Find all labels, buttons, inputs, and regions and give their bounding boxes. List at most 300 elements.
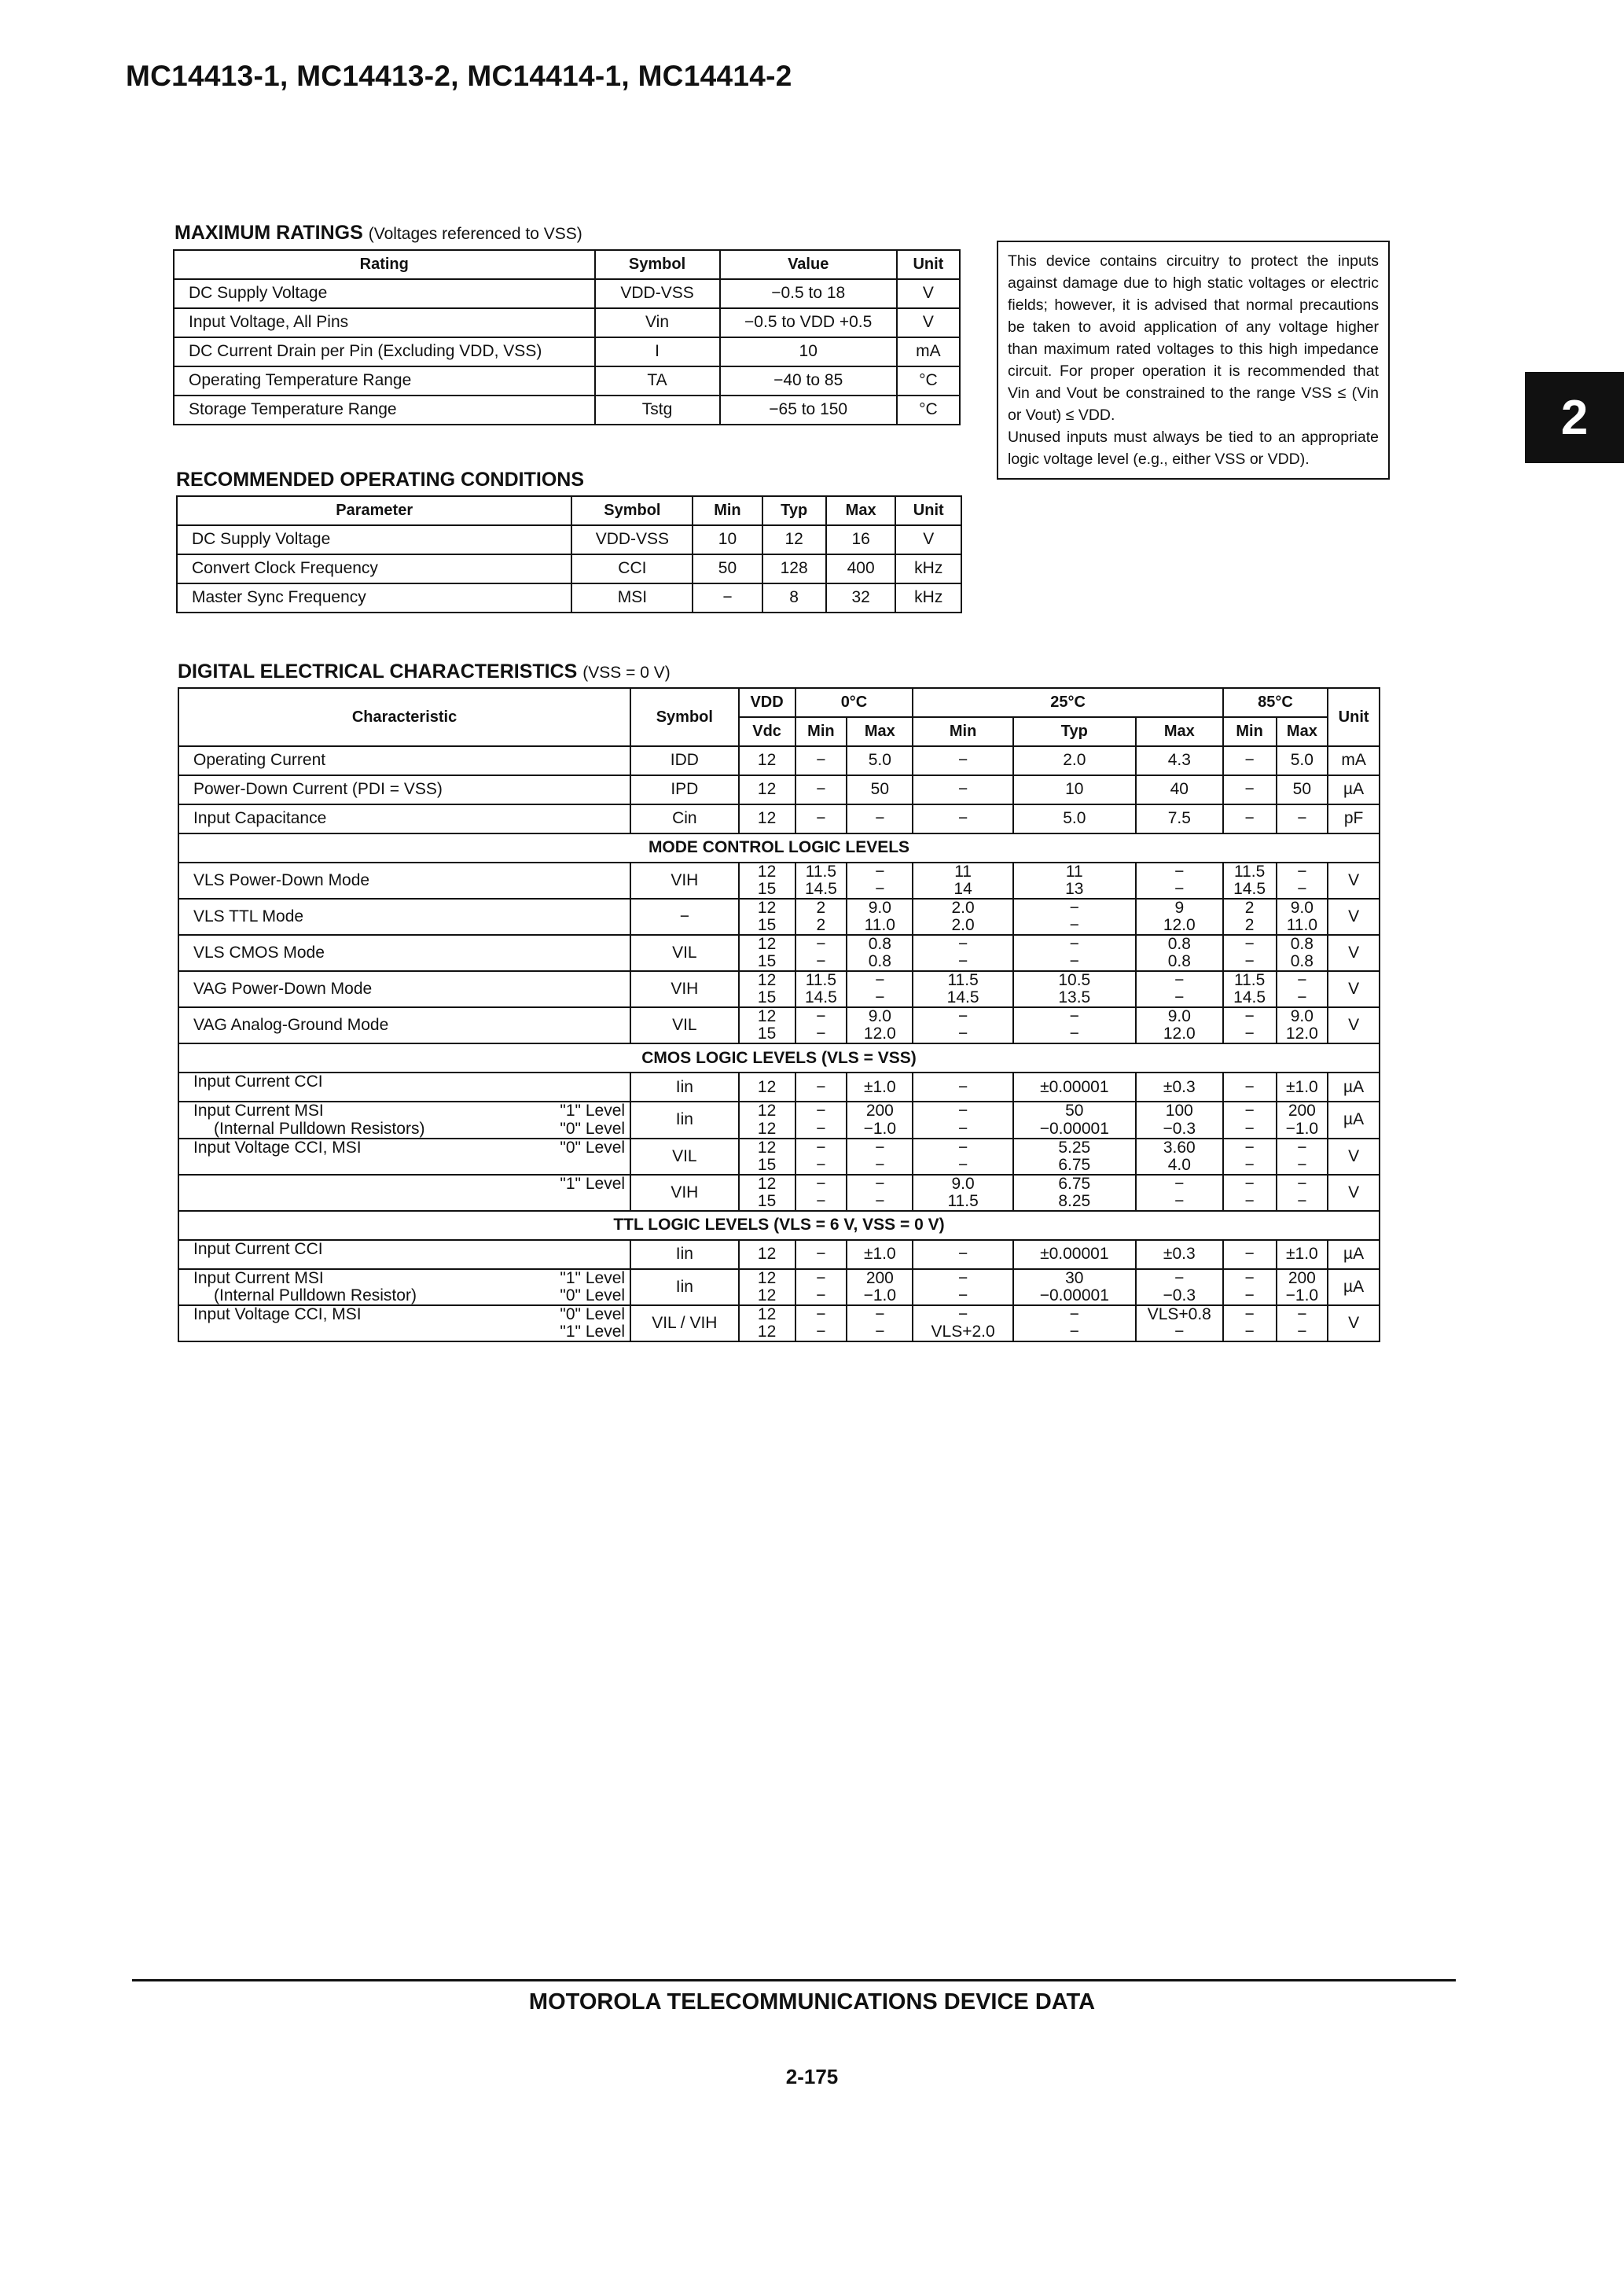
unit-cell: V bbox=[1328, 971, 1380, 1007]
digital-value: 11.5 bbox=[947, 971, 979, 990]
digital-cell bbox=[913, 1073, 1012, 1102]
digital-cell bbox=[795, 1240, 847, 1269]
max-ratings-cell: Storage Temperature Range bbox=[174, 396, 595, 425]
digital-cell bbox=[739, 1073, 795, 1102]
digital-cell bbox=[913, 899, 1012, 935]
digital-value: − bbox=[1297, 863, 1307, 881]
digital-cell bbox=[1136, 1073, 1223, 1102]
characteristic-second-line bbox=[193, 1287, 625, 1304]
digital-value: 15 bbox=[757, 916, 777, 935]
digital-value: 0.8 bbox=[1290, 935, 1314, 954]
characteristic-second-line bbox=[193, 1323, 625, 1341]
digital-cell: 4.3 bbox=[1136, 746, 1223, 775]
digital-cell bbox=[795, 1102, 847, 1138]
col-0c-min: Min bbox=[795, 717, 847, 746]
digital-cell bbox=[913, 1305, 1012, 1341]
digital-value: 11.5 bbox=[805, 863, 837, 881]
digital-value: −1.0 bbox=[1285, 1119, 1319, 1138]
digital-value: −0.3 bbox=[1163, 1286, 1196, 1304]
recommended-cell: 400 bbox=[826, 554, 896, 583]
max-ratings-cell: °C bbox=[897, 366, 960, 396]
max-ratings-cell: I bbox=[595, 337, 720, 366]
digital-value: − bbox=[816, 1245, 826, 1264]
digital-cell bbox=[1136, 863, 1223, 899]
max-ratings-header-cell: Rating bbox=[174, 250, 595, 279]
characteristic-name: Input Current CCI bbox=[193, 1239, 323, 1258]
digital-value: − bbox=[1069, 952, 1079, 971]
digital-value: − bbox=[816, 1155, 826, 1174]
digital-value: − bbox=[1069, 1304, 1079, 1323]
digital-value: 50 bbox=[1065, 1102, 1084, 1120]
digital-cell bbox=[795, 1175, 847, 1211]
digital-cell bbox=[1223, 1305, 1277, 1341]
col-85c-max: Max bbox=[1277, 717, 1328, 746]
digital-cell bbox=[1223, 1269, 1277, 1305]
digital-value: − bbox=[1244, 952, 1255, 971]
digital-value: ±0.3 bbox=[1163, 1245, 1196, 1264]
symbol-cell: − bbox=[630, 899, 739, 935]
digital-cell bbox=[739, 971, 795, 1007]
digital-value: 12.0 bbox=[1163, 916, 1196, 935]
page-number: 2-175 bbox=[785, 2065, 839, 2088]
recommended-cell: 10 bbox=[693, 525, 762, 554]
digital-cell bbox=[1277, 1007, 1328, 1043]
digital-value: − bbox=[816, 935, 826, 954]
digital-cell: 5.0 bbox=[847, 746, 913, 775]
max-ratings-cell: Vin bbox=[595, 308, 720, 337]
digital-value: − bbox=[957, 1286, 968, 1304]
digital-cell: Cin bbox=[630, 804, 739, 833]
footer-rule bbox=[132, 1979, 1456, 1981]
digital-value: − bbox=[875, 863, 885, 881]
digital-value: 14 bbox=[953, 880, 972, 899]
digital-value: 0.8 bbox=[868, 952, 891, 971]
max-ratings-cell: Operating Temperature Range bbox=[174, 366, 595, 396]
recommended-cell: VDD-VSS bbox=[571, 525, 693, 554]
characteristic-name: VAG Power-Down Mode bbox=[178, 971, 630, 1007]
digital-cell bbox=[1223, 935, 1277, 971]
esd-warning-box bbox=[997, 241, 1390, 480]
recommended-row bbox=[177, 583, 961, 613]
digital-cell bbox=[1223, 1007, 1277, 1043]
max-ratings-row bbox=[174, 396, 960, 425]
digital-value: − bbox=[816, 1174, 826, 1193]
digital-value: − bbox=[1174, 971, 1185, 990]
digital-value: − bbox=[1244, 1025, 1255, 1043]
symbol-cell: VIL bbox=[630, 935, 739, 971]
digital-value: −0.3 bbox=[1163, 1119, 1196, 1138]
digital-value: − bbox=[1297, 1322, 1307, 1341]
recommended-cell: 16 bbox=[826, 525, 896, 554]
level-label: "1" Level bbox=[560, 1102, 626, 1120]
max-ratings-cell: DC Current Drain per Pin (Excluding VDD, VSS) bbox=[174, 337, 595, 366]
digital-value: − bbox=[957, 1007, 968, 1026]
digital-value: 14.5 bbox=[946, 988, 979, 1007]
digital-value: 11 bbox=[1065, 863, 1083, 881]
digital-cell bbox=[913, 1007, 1012, 1043]
digital-value: − bbox=[1297, 1191, 1307, 1210]
digital-value: − bbox=[1174, 1322, 1185, 1341]
col-25c-typ: Typ bbox=[1013, 717, 1136, 746]
digital-cell bbox=[739, 1007, 795, 1043]
digital-cell bbox=[1013, 1073, 1136, 1102]
digital-value: 12 bbox=[757, 863, 777, 881]
digital-value: − bbox=[957, 952, 968, 971]
table-band-row bbox=[178, 1043, 1380, 1073]
digital-cell bbox=[913, 1102, 1012, 1138]
digital-value: − bbox=[816, 1268, 826, 1287]
digital-value: − bbox=[1244, 1007, 1255, 1026]
recommended-cell: 50 bbox=[693, 554, 762, 583]
recommended-header-cell: Unit bbox=[895, 496, 961, 525]
max-ratings-header-cell: Unit bbox=[897, 250, 960, 279]
unit-cell: V bbox=[1328, 899, 1380, 935]
digital-value: − bbox=[957, 1268, 968, 1287]
digital-value: − bbox=[957, 1025, 968, 1043]
digital-value: − bbox=[816, 1286, 826, 1304]
digital-cell bbox=[1277, 1139, 1328, 1175]
digital-cell bbox=[847, 1240, 913, 1269]
digital-cell bbox=[795, 1305, 847, 1341]
recommended-header-cell: Parameter bbox=[177, 496, 571, 525]
digital-value: − bbox=[1244, 1268, 1255, 1287]
digital-cell bbox=[847, 1073, 913, 1102]
digital-cell bbox=[1136, 1139, 1223, 1175]
digital-cell bbox=[1223, 1073, 1277, 1102]
digital-value: 11.0 bbox=[864, 916, 895, 935]
digital-value: − bbox=[1069, 899, 1079, 918]
symbol-cell: Iin bbox=[630, 1073, 739, 1102]
digital-value: − bbox=[816, 1138, 826, 1157]
digital-cell bbox=[795, 971, 847, 1007]
digital-value: − bbox=[875, 988, 885, 1007]
digital-value: 12 bbox=[757, 935, 777, 954]
digital-cell bbox=[1136, 899, 1223, 935]
digital-value: 12 bbox=[757, 1322, 777, 1341]
digital-cell bbox=[847, 1305, 913, 1341]
digital-cell bbox=[847, 935, 913, 971]
digital-value: − bbox=[1297, 1174, 1307, 1193]
max-ratings-cell: −0.5 to 18 bbox=[720, 279, 897, 308]
digital-value: 12 bbox=[757, 1174, 777, 1193]
symbol-cell: VIL bbox=[630, 1007, 739, 1043]
digital-cell: Input Capacitance bbox=[178, 804, 630, 833]
recommended-cell: Convert Clock Frequency bbox=[177, 554, 571, 583]
symbol-cell: VIH bbox=[630, 863, 739, 899]
digital-value: − bbox=[957, 1138, 968, 1157]
symbol-cell: Iin bbox=[630, 1102, 739, 1138]
digital-value: ±1.0 bbox=[863, 1077, 896, 1096]
digital-cell bbox=[1277, 1269, 1328, 1305]
digital-value: − bbox=[1244, 1174, 1255, 1193]
digital-cell bbox=[1013, 1175, 1136, 1211]
digital-cell: − bbox=[1223, 746, 1277, 775]
digital-value: 2.0 bbox=[951, 916, 975, 935]
digital-value: 9.0 bbox=[1167, 1007, 1191, 1026]
table-band-row bbox=[178, 833, 1380, 863]
recommended-cell: V bbox=[895, 525, 961, 554]
characteristic-name: VLS CMOS Mode bbox=[178, 935, 630, 971]
characteristic-second-line bbox=[193, 1120, 625, 1138]
digital-characteristics-table bbox=[178, 687, 1380, 1342]
col-0c-max: Max bbox=[847, 717, 913, 746]
digital-value: −1.0 bbox=[863, 1119, 897, 1138]
digital-cell bbox=[1277, 1305, 1328, 1341]
characteristic-cell bbox=[178, 1073, 630, 1102]
digital-value: 4.0 bbox=[1167, 1155, 1191, 1174]
digital-value: 11.5 bbox=[947, 1191, 979, 1210]
digital-value: 12.0 bbox=[1285, 1025, 1318, 1043]
table-row bbox=[178, 1073, 1380, 1102]
digital-value: − bbox=[816, 952, 826, 971]
table-row bbox=[178, 971, 1380, 1007]
table-row bbox=[178, 1240, 1380, 1269]
digital-cell: 12 bbox=[739, 804, 795, 833]
symbol-cell: VIH bbox=[630, 971, 739, 1007]
digital-value: VLS+2.0 bbox=[931, 1322, 995, 1341]
digital-cell bbox=[913, 1139, 1012, 1175]
recommended-cell: − bbox=[693, 583, 762, 613]
symbol-cell: VIL bbox=[630, 1139, 739, 1175]
digital-value: 12 bbox=[757, 1138, 777, 1157]
digital-cell: µA bbox=[1328, 775, 1380, 804]
symbol-cell: Iin bbox=[630, 1269, 739, 1305]
unit-cell: V bbox=[1328, 1175, 1380, 1211]
recommended-cell: MSI bbox=[571, 583, 693, 613]
col-vdd: VDD bbox=[739, 688, 795, 717]
digital-cell bbox=[739, 1269, 795, 1305]
digital-value: 200 bbox=[1288, 1268, 1316, 1287]
col-vdc: Vdc bbox=[739, 717, 795, 746]
digital-cell bbox=[1013, 1139, 1136, 1175]
digital-value: − bbox=[816, 1191, 826, 1210]
warning-paragraph-1: This device contains circuitry to protect the inputs against damage due to high static voltages or electric fields; however, it is advised that normal precautions be taken to avoid application of any voltage higher than maximum rated voltages to this high impedance circuit. For proper operation it is recommended that Vin and Vout be constrained to the range VSS ≤ (Vin or Vout) ≤ VDD. bbox=[1008, 252, 1379, 424]
digital-value: 12 bbox=[757, 1304, 777, 1323]
digital-value: − bbox=[1244, 1077, 1255, 1096]
digital-value: − bbox=[1174, 1174, 1185, 1193]
digital-value: 9.0 bbox=[868, 899, 891, 918]
max-ratings-row bbox=[174, 279, 960, 308]
digital-value: − bbox=[875, 1138, 885, 1157]
digital-cell bbox=[1136, 971, 1223, 1007]
digital-value: − bbox=[1244, 1245, 1255, 1264]
characteristic-cell bbox=[178, 1305, 630, 1341]
recommended-header-cell: Min bbox=[693, 496, 762, 525]
digital-value: 15 bbox=[757, 1191, 777, 1210]
digital-value: − bbox=[1244, 1322, 1255, 1341]
digital-value: − bbox=[816, 1007, 826, 1026]
digital-cell bbox=[1277, 1073, 1328, 1102]
digital-value: 13.5 bbox=[1058, 988, 1091, 1007]
digital-cell bbox=[1013, 1102, 1136, 1138]
digital-value: 200 bbox=[865, 1102, 894, 1120]
max-ratings-cell: DC Supply Voltage bbox=[174, 279, 595, 308]
digital-cell: 10 bbox=[1013, 775, 1136, 804]
table-row bbox=[178, 863, 1380, 899]
table-row bbox=[178, 935, 1380, 971]
digital-value: 11 bbox=[954, 863, 972, 881]
level-label: "1" Level bbox=[560, 1268, 626, 1287]
digital-value: VLS+0.8 bbox=[1147, 1304, 1211, 1323]
digital-value: 10.5 bbox=[1058, 971, 1091, 990]
digital-cell bbox=[739, 1175, 795, 1211]
digital-value: − bbox=[957, 1155, 968, 1174]
col-25c-min: Min bbox=[913, 717, 1012, 746]
digital-value: 13 bbox=[1065, 880, 1084, 899]
digital-value: 0.8 bbox=[1167, 935, 1191, 954]
table-row bbox=[178, 1139, 1380, 1175]
digital-value: 14.5 bbox=[1233, 988, 1266, 1007]
digital-value: − bbox=[1297, 1304, 1307, 1323]
digital-cell bbox=[1136, 1305, 1223, 1341]
digital-cell: IDD bbox=[630, 746, 739, 775]
digital-cell bbox=[1013, 935, 1136, 971]
digital-cell bbox=[1013, 1269, 1136, 1305]
digital-value: 9.0 bbox=[951, 1174, 975, 1193]
col-25c: 25°C bbox=[913, 688, 1222, 717]
characteristic-name: Input Current MSI bbox=[193, 1268, 324, 1287]
table-row bbox=[178, 1269, 1380, 1305]
digital-value: − bbox=[1174, 863, 1185, 881]
digital-value: − bbox=[957, 1119, 968, 1138]
digital-value: − bbox=[1244, 1155, 1255, 1174]
digital-value: 2 bbox=[816, 916, 826, 935]
max-ratings-cell: V bbox=[897, 279, 960, 308]
col-25c-max: Max bbox=[1136, 717, 1223, 746]
max-ratings-cell: V bbox=[897, 308, 960, 337]
digital-value: 200 bbox=[865, 1268, 894, 1287]
digital-cell bbox=[795, 1073, 847, 1102]
unit-cell: V bbox=[1328, 1007, 1380, 1043]
digital-value: − bbox=[875, 1322, 885, 1341]
digital-cell bbox=[1223, 863, 1277, 899]
level-label: "0" Level bbox=[560, 1119, 626, 1138]
digital-cell bbox=[1277, 1175, 1328, 1211]
characteristic-cell bbox=[178, 1269, 630, 1305]
digital-cell: − bbox=[795, 746, 847, 775]
digital-cell: 12 bbox=[739, 746, 795, 775]
max-ratings-row bbox=[174, 366, 960, 396]
level-label: "0" Level bbox=[560, 1286, 626, 1304]
digital-cell: − bbox=[913, 804, 1012, 833]
digital-value: − bbox=[1174, 988, 1185, 1007]
digital-cell bbox=[847, 1175, 913, 1211]
digital-value: 12 bbox=[757, 1007, 777, 1026]
digital-cell bbox=[913, 1240, 1012, 1269]
digital-cell bbox=[847, 1007, 913, 1043]
table-row bbox=[178, 1102, 1380, 1138]
digital-cell bbox=[1277, 1240, 1328, 1269]
digital-cell: 40 bbox=[1136, 775, 1223, 804]
digital-value: 9.0 bbox=[1290, 899, 1314, 918]
digital-cell bbox=[847, 863, 913, 899]
digital-value: 0.8 bbox=[868, 935, 891, 954]
digital-value: − bbox=[1244, 1119, 1255, 1138]
recommended-cell: 32 bbox=[826, 583, 896, 613]
digital-cell: mA bbox=[1328, 746, 1380, 775]
digital-value: 12 bbox=[757, 1286, 777, 1304]
unit-cell: V bbox=[1328, 1305, 1380, 1341]
col-85c: 85°C bbox=[1223, 688, 1328, 717]
digital-value: 2 bbox=[1244, 899, 1255, 918]
table-row bbox=[178, 804, 1380, 833]
digital-value: − bbox=[1069, 935, 1079, 954]
digital-cell: 7.5 bbox=[1136, 804, 1223, 833]
digital-value: ±1.0 bbox=[863, 1245, 896, 1264]
digital-value: 15 bbox=[757, 1025, 777, 1043]
digital-cell bbox=[795, 1139, 847, 1175]
digital-cell bbox=[1277, 1102, 1328, 1138]
recommended-cell: DC Supply Voltage bbox=[177, 525, 571, 554]
max-ratings-note: (Voltages referenced to VSS) bbox=[368, 225, 582, 243]
digital-value: −1.0 bbox=[1285, 1286, 1319, 1304]
band-label: CMOS LOGIC LEVELS (VLS = VSS) bbox=[178, 1043, 1380, 1073]
recommended-header-cell: Max bbox=[826, 496, 896, 525]
digital-cell bbox=[739, 1240, 795, 1269]
digital-value: − bbox=[957, 1077, 968, 1096]
unit-cell: V bbox=[1328, 863, 1380, 899]
digital-cell bbox=[739, 1139, 795, 1175]
digital-cell bbox=[1013, 863, 1136, 899]
digital-cell bbox=[739, 935, 795, 971]
digital-value: − bbox=[1174, 1191, 1185, 1210]
digital-value: − bbox=[1069, 1322, 1079, 1341]
digital-value: − bbox=[1244, 1286, 1255, 1304]
digital-value: − bbox=[816, 1025, 826, 1043]
digital-cell bbox=[913, 1175, 1012, 1211]
digital-cell bbox=[847, 971, 913, 1007]
digital-value: 15 bbox=[757, 880, 777, 899]
recommended-row bbox=[177, 525, 961, 554]
recommended-cell: 128 bbox=[762, 554, 826, 583]
recommended-header-cell: Typ bbox=[762, 496, 826, 525]
digital-value: 12 bbox=[757, 1077, 777, 1096]
digital-value: 12 bbox=[757, 1268, 777, 1287]
digital-value: − bbox=[875, 1155, 885, 1174]
digital-cell: − bbox=[913, 746, 1012, 775]
digital-cell bbox=[795, 899, 847, 935]
digital-value: 11.5 bbox=[805, 971, 837, 990]
digital-value: 2 bbox=[1244, 916, 1255, 935]
digital-cell: − bbox=[795, 804, 847, 833]
band-label: TTL LOGIC LEVELS (VLS = 6 V, VSS = 0 V) bbox=[178, 1211, 1380, 1240]
table-row bbox=[178, 1305, 1380, 1341]
digital-value: 200 bbox=[1288, 1102, 1316, 1120]
digital-value: 2.0 bbox=[951, 899, 975, 918]
col-0c: 0°C bbox=[795, 688, 913, 717]
digital-value: 100 bbox=[1165, 1102, 1193, 1120]
max-ratings-heading bbox=[175, 222, 582, 245]
digital-value: ±0.3 bbox=[1163, 1077, 1196, 1096]
digital-cell bbox=[739, 1305, 795, 1341]
digital-value: − bbox=[957, 1245, 968, 1264]
digital-value: − bbox=[957, 1102, 968, 1120]
max-ratings-title: MAXIMUM RATINGS bbox=[175, 222, 363, 244]
table-row bbox=[178, 775, 1380, 804]
digital-cell bbox=[1277, 935, 1328, 971]
digital-value: 12 bbox=[757, 1102, 777, 1120]
digital-cell: − bbox=[913, 775, 1012, 804]
digital-value: ±0.00001 bbox=[1040, 1245, 1109, 1264]
table-band-row bbox=[178, 1211, 1380, 1240]
digital-cell bbox=[1223, 1139, 1277, 1175]
digital-cell bbox=[847, 1269, 913, 1305]
max-ratings-cell: mA bbox=[897, 337, 960, 366]
max-ratings-cell: 10 bbox=[720, 337, 897, 366]
table-row bbox=[178, 899, 1380, 935]
digital-cell bbox=[739, 1102, 795, 1138]
digital-value: − bbox=[1297, 1138, 1307, 1157]
